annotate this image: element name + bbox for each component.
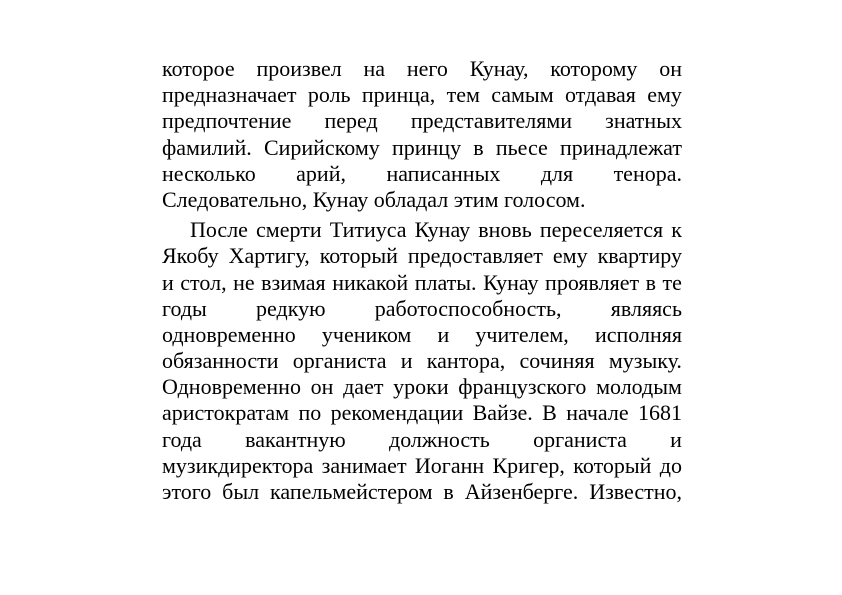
word: которое xyxy=(162,56,235,81)
word: тем xyxy=(446,82,480,108)
word: Кунау xyxy=(483,269,539,295)
word: уроки xyxy=(393,374,449,400)
word: года xyxy=(162,426,202,452)
word: Следовательно, Кунау обладал этим голосом. xyxy=(162,186,586,212)
text-line xyxy=(162,322,682,348)
word: ему xyxy=(552,243,588,269)
word: который xyxy=(573,452,652,478)
word: до xyxy=(659,452,682,478)
text-line xyxy=(162,135,682,161)
word: принца, xyxy=(361,82,436,108)
word: музыку. xyxy=(608,348,682,374)
word: принцу xyxy=(391,134,462,160)
word: рекомендации xyxy=(330,400,464,426)
word: кантора, xyxy=(426,348,506,374)
word: переселяется xyxy=(539,217,664,243)
body-text xyxy=(162,56,682,505)
word: взимая xyxy=(261,269,326,295)
word: пьесе xyxy=(495,134,548,160)
word: Сирийскому xyxy=(263,134,380,160)
word: перед xyxy=(324,108,378,134)
word: вновь xyxy=(478,217,532,243)
text-line xyxy=(162,82,682,108)
word: никакой xyxy=(332,269,409,295)
word: в xyxy=(473,134,484,160)
word: должность xyxy=(389,426,490,452)
word: годы xyxy=(162,295,207,321)
word: органиста xyxy=(533,426,627,452)
text-line xyxy=(162,56,682,82)
word: и xyxy=(162,269,174,295)
word: смерти xyxy=(256,217,322,243)
word: и xyxy=(437,321,450,347)
text-line xyxy=(162,453,682,479)
text-line xyxy=(162,243,682,269)
paragraph-2 xyxy=(162,217,682,505)
word: Кунау xyxy=(414,217,471,243)
word: одновременно xyxy=(162,321,296,347)
word: редкую xyxy=(256,295,326,321)
word: аристократам xyxy=(162,400,290,426)
word: те xyxy=(662,269,682,295)
word: являясь xyxy=(610,295,682,321)
word: в xyxy=(443,479,454,504)
word: к xyxy=(671,217,682,243)
word: написанных xyxy=(386,160,501,186)
word: ему xyxy=(647,82,682,108)
word: дает xyxy=(343,374,384,400)
word: которому xyxy=(550,56,638,81)
word: был xyxy=(222,479,260,504)
word: Кригер, xyxy=(492,452,565,478)
word: несколько xyxy=(162,160,256,186)
text-line xyxy=(162,108,682,134)
word: Вайзе. xyxy=(472,400,533,426)
word: роль xyxy=(307,82,351,108)
word: Одновременно xyxy=(162,374,301,400)
word: сочиняя xyxy=(519,348,595,374)
word: не xyxy=(233,269,255,295)
text-line xyxy=(162,374,682,400)
word: самым xyxy=(491,82,554,108)
text-line xyxy=(162,348,682,374)
text-line xyxy=(162,296,682,322)
word: квартиру xyxy=(597,243,682,269)
word: произвел xyxy=(256,56,342,81)
word: фамилий. xyxy=(162,134,252,160)
word: Якобу xyxy=(162,243,219,269)
word: учеником xyxy=(321,321,412,347)
word: учителем, xyxy=(475,321,569,347)
word: Титиуса xyxy=(329,217,407,243)
word: арий, xyxy=(296,160,346,186)
word: он xyxy=(659,56,682,81)
word: музикдиректора xyxy=(162,452,314,478)
text-line xyxy=(162,479,682,505)
word: обязанности xyxy=(162,348,279,374)
word: стол, xyxy=(180,269,227,295)
word: проявляет xyxy=(545,269,640,295)
text-line xyxy=(162,217,682,243)
word: В xyxy=(542,400,557,426)
word: Известно, xyxy=(589,479,682,504)
word: знатных xyxy=(605,108,682,134)
word: на xyxy=(363,56,386,81)
word: Кунау, xyxy=(469,56,529,81)
word: платы. xyxy=(414,269,477,295)
word: молодым xyxy=(596,374,682,400)
word: занимает xyxy=(321,452,407,478)
word: по xyxy=(298,400,322,426)
word: органиста xyxy=(292,348,387,374)
paragraph-1 xyxy=(162,56,682,213)
text-line xyxy=(162,270,682,296)
word: тенора. xyxy=(613,160,682,186)
word: в xyxy=(645,269,657,295)
word: исполняя xyxy=(594,321,682,347)
word: капельмейстером xyxy=(270,479,433,504)
text-line xyxy=(162,400,682,426)
word: работоспособность, xyxy=(374,295,562,321)
word: начале xyxy=(566,400,629,426)
word: который xyxy=(319,243,398,269)
word: отдавая xyxy=(564,82,636,108)
word: Хартигу, xyxy=(228,243,310,269)
word: Иоганн xyxy=(414,452,485,478)
word: него xyxy=(406,56,448,81)
word: 1681 xyxy=(637,400,682,426)
word: и xyxy=(400,348,413,374)
word: он xyxy=(310,374,334,400)
text-line xyxy=(162,187,682,213)
text-line xyxy=(162,161,682,187)
word: и xyxy=(670,426,682,452)
text-line xyxy=(162,427,682,453)
word: принадлежат xyxy=(559,134,682,160)
word: предназначает xyxy=(162,82,297,108)
word: для xyxy=(540,160,574,186)
word: предоставляет xyxy=(407,243,543,269)
word: предпочтение xyxy=(162,108,292,134)
word: представителями xyxy=(410,108,573,134)
word: После xyxy=(190,217,248,243)
word: этого xyxy=(162,479,212,504)
word: французского xyxy=(458,374,587,400)
word: Айзенберге. xyxy=(464,479,579,504)
word: вакантную xyxy=(245,426,346,452)
